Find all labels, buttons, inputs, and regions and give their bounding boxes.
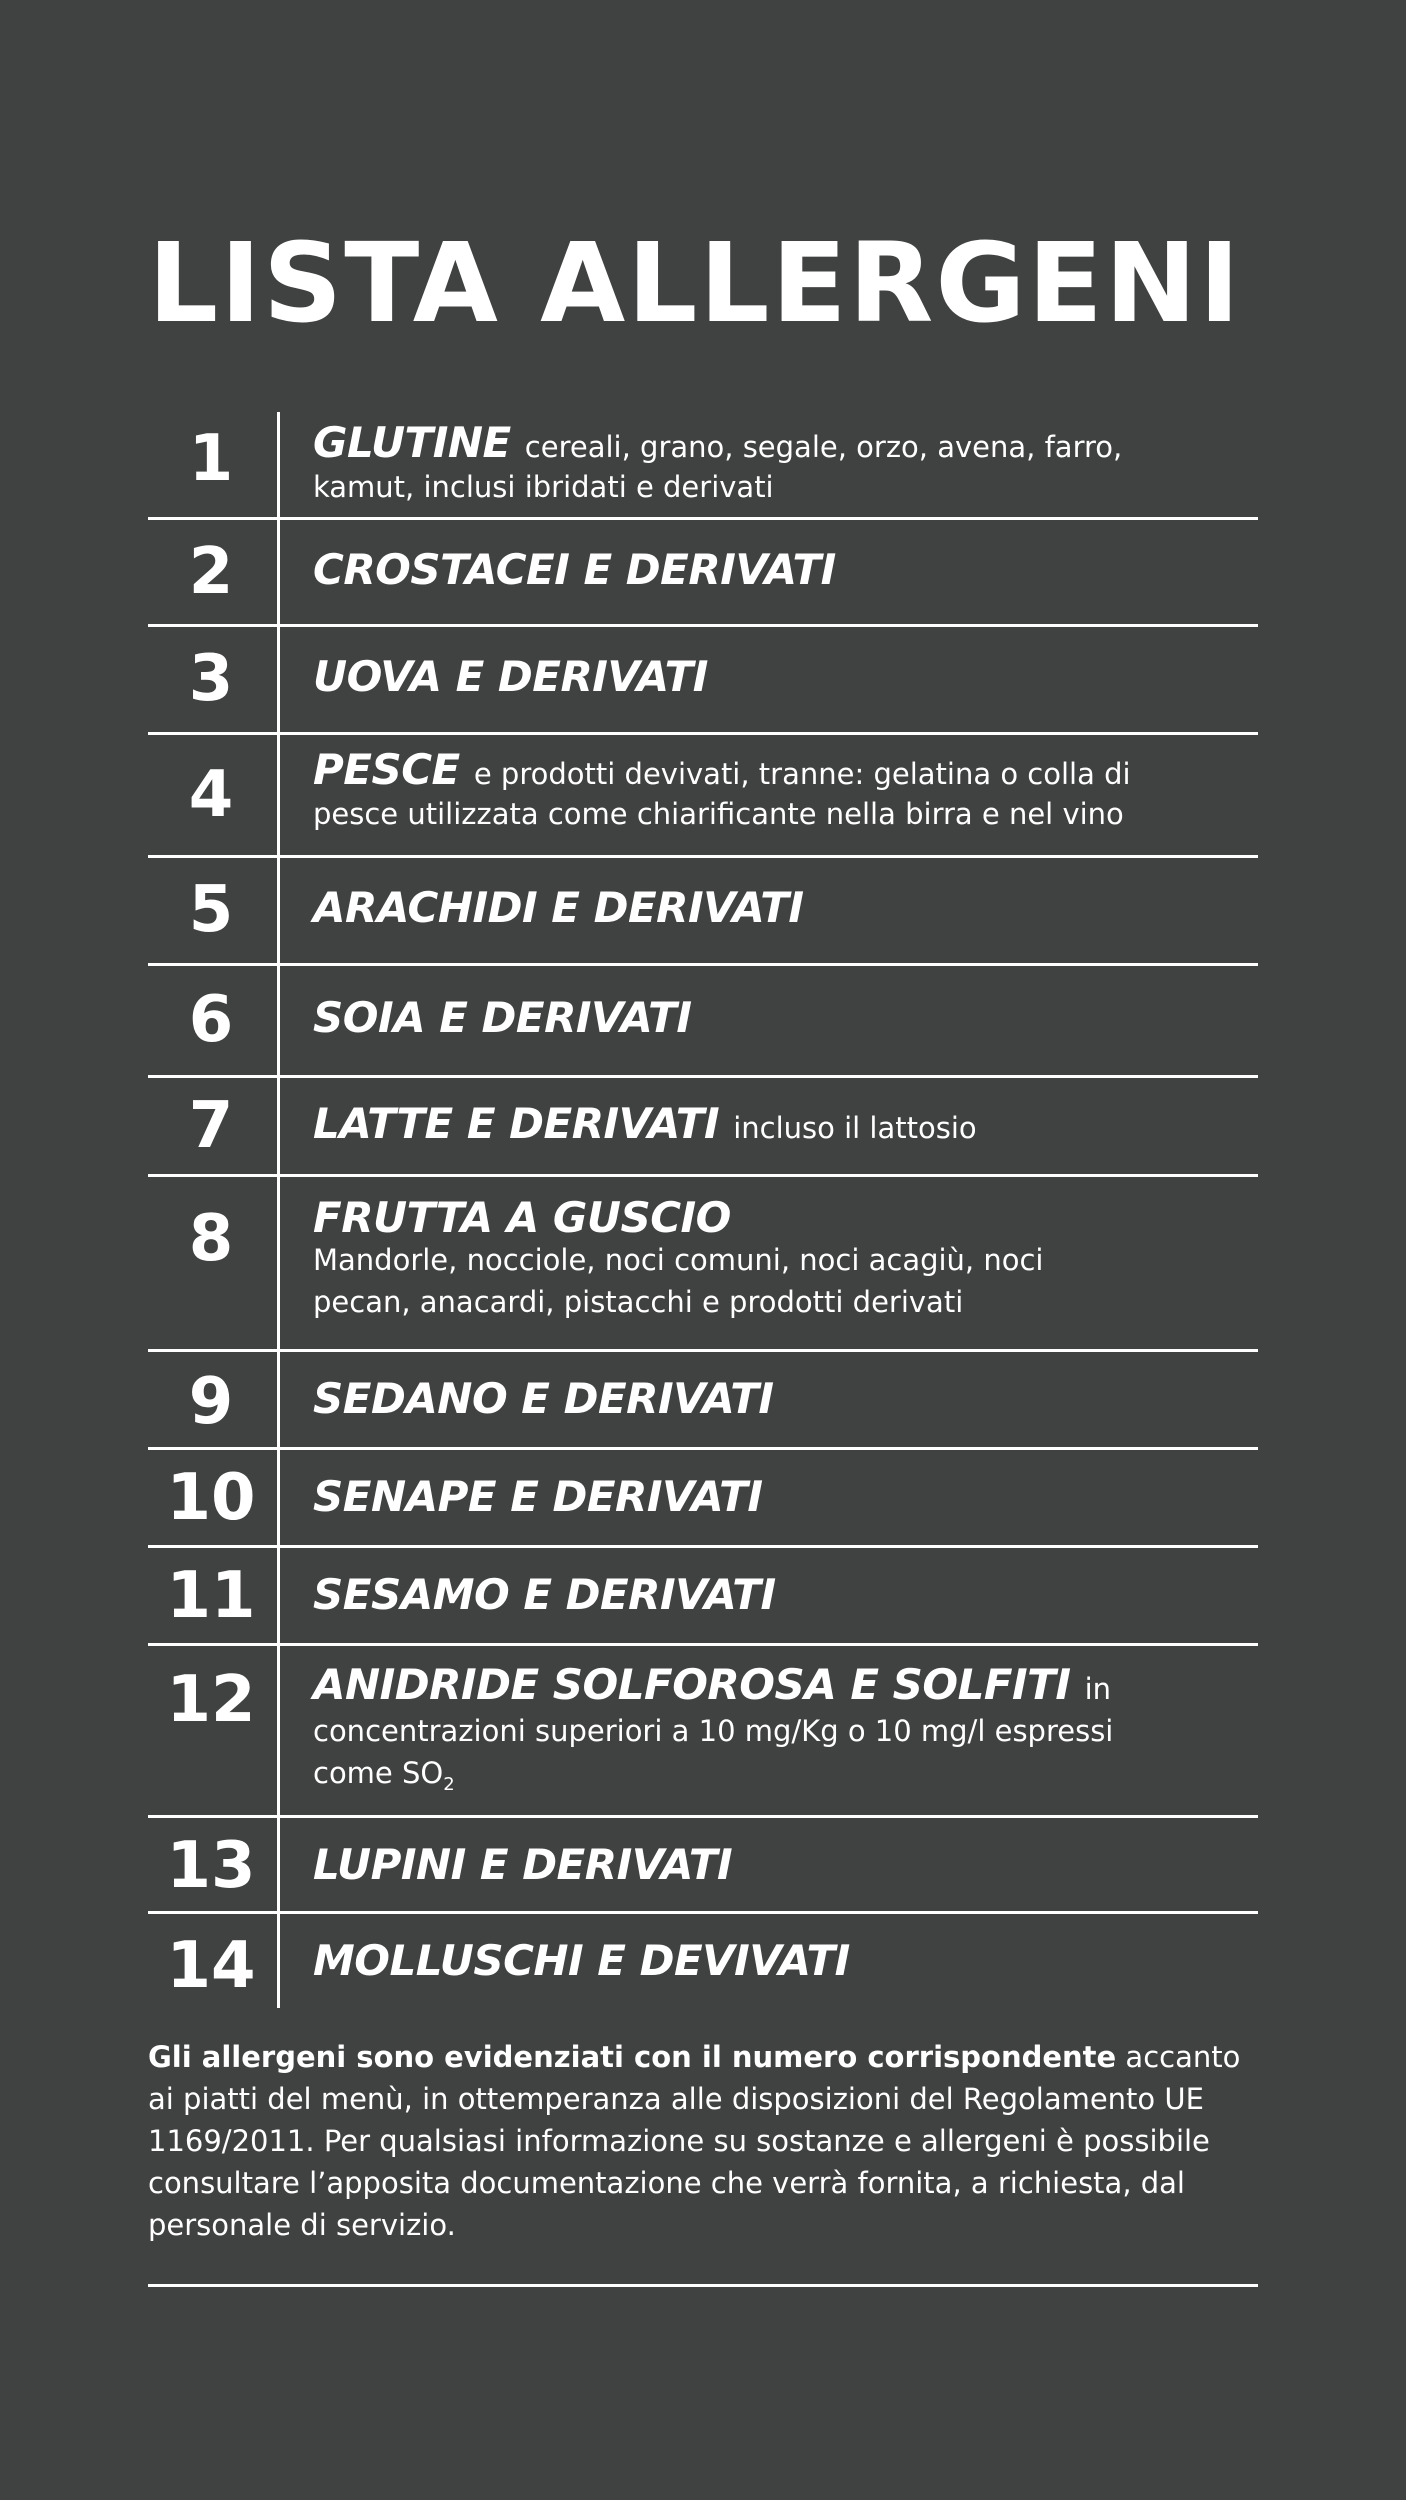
allergen-row-7 <box>148 1078 1258 1177</box>
subscript-2: 2 <box>443 1773 455 1795</box>
allergen-description: incluso il lattosio <box>733 1111 977 1145</box>
bottom-divider <box>148 2284 1258 2287</box>
allergen-number: 8 <box>188 1202 234 1276</box>
allergen-row-12 <box>148 1646 1258 1818</box>
footnote-text: accanto ai piatti del menù, in ottemperanza alle disposizioni del Regolamento UE 1169/2011. Per qualsiasi informazione su sostanze e allergeni è possibile consultare l’apposita documentazione che verrà fornita, a richiesta, dal personale di servizio. <box>148 2040 1241 2242</box>
allergen-row-14 <box>148 1914 1258 2008</box>
allergen-row-8 <box>148 1177 1258 1352</box>
allergen-row-10 <box>148 1450 1258 1548</box>
allergen-name: CROSTACEI E DERIVATI <box>313 545 836 594</box>
allergen-number: 7 <box>188 1089 234 1163</box>
allergen-description-cont: concentrazioni superiori a 10 mg/Kg o 10 mg/l espressi <box>313 1714 1114 1748</box>
allergen-name: LATTE E DERIVATI <box>313 1099 720 1148</box>
allergen-number: 12 <box>166 1663 256 1737</box>
allergen-name: SENAPE E DERIVATI <box>313 1472 763 1521</box>
allergen-name: ARACHIDI E DERIVATI <box>313 883 804 932</box>
allergen-description: e prodotti devivati, tranne: gelatina o colla di <box>473 757 1131 791</box>
allergen-row-2 <box>148 520 1258 627</box>
allergen-name: SOIA E DERIVATI <box>313 993 692 1042</box>
allergen-number: 1 <box>188 422 234 496</box>
allergen-description: cereali, grano, segale, orzo, avena, farro, <box>524 430 1123 464</box>
allergen-row-6 <box>148 966 1258 1078</box>
allergen-row-13 <box>148 1818 1258 1914</box>
allergen-description: Mandorle, nocciole, noci comuni, noci acagiù, noci <box>313 1243 1044 1277</box>
allergen-name: SESAMO E DERIVATI <box>313 1570 776 1619</box>
allergen-number: 5 <box>188 873 234 947</box>
allergen-row-11 <box>148 1548 1258 1646</box>
allergen-name: FRUTTA A GUSCIO <box>313 1193 731 1242</box>
allergen-table <box>148 412 1258 2008</box>
allergen-footnote <box>148 2036 1258 2246</box>
allergen-description: in <box>1084 1672 1112 1706</box>
footnote-bold: Gli allergeni sono evidenziati con il numero corrispondente <box>148 2040 1117 2074</box>
page-title: LISTA ALLERGENI <box>148 219 1242 347</box>
allergen-name: PESCE <box>313 745 460 794</box>
allergen-number: 4 <box>188 758 234 832</box>
allergen-name: LUPINI E DERIVATI <box>313 1840 733 1889</box>
allergen-number: 2 <box>188 535 234 609</box>
allergen-number: 9 <box>188 1365 234 1439</box>
allergen-row-1 <box>148 412 1258 520</box>
allergen-name: SEDANO E DERIVATI <box>313 1374 774 1423</box>
allergen-name: MOLLUSCHI E DEVIVATI <box>313 1936 850 1985</box>
allergen-number: 3 <box>188 642 234 716</box>
allergen-number: 10 <box>166 1461 256 1535</box>
allergen-name: UOVA E DERIVATI <box>313 652 708 701</box>
allergen-number: 14 <box>166 1929 256 2003</box>
allergen-description-cont: kamut, inclusi ibridati e derivati <box>313 470 774 504</box>
allergen-number: 13 <box>166 1829 256 1903</box>
allergen-description-cont: come SO <box>313 1756 444 1790</box>
allergen-description-cont: pesce utilizzata come chiarificante nella birra e nel vino <box>313 797 1124 831</box>
allergen-row-3 <box>148 627 1258 735</box>
allergen-number: 6 <box>188 983 234 1057</box>
allergen-name: ANIDRIDE SOLFOROSA E SOLFITI <box>313 1660 1071 1709</box>
allergen-number: 11 <box>166 1559 256 1633</box>
allergen-row-4 <box>148 735 1258 858</box>
allergen-description-cont: pecan, anacardi, pistacchi e prodotti derivati <box>313 1285 964 1319</box>
allergen-row-5 <box>148 858 1258 966</box>
allergen-row-9 <box>148 1352 1258 1450</box>
allergen-name: GLUTINE <box>313 418 511 467</box>
